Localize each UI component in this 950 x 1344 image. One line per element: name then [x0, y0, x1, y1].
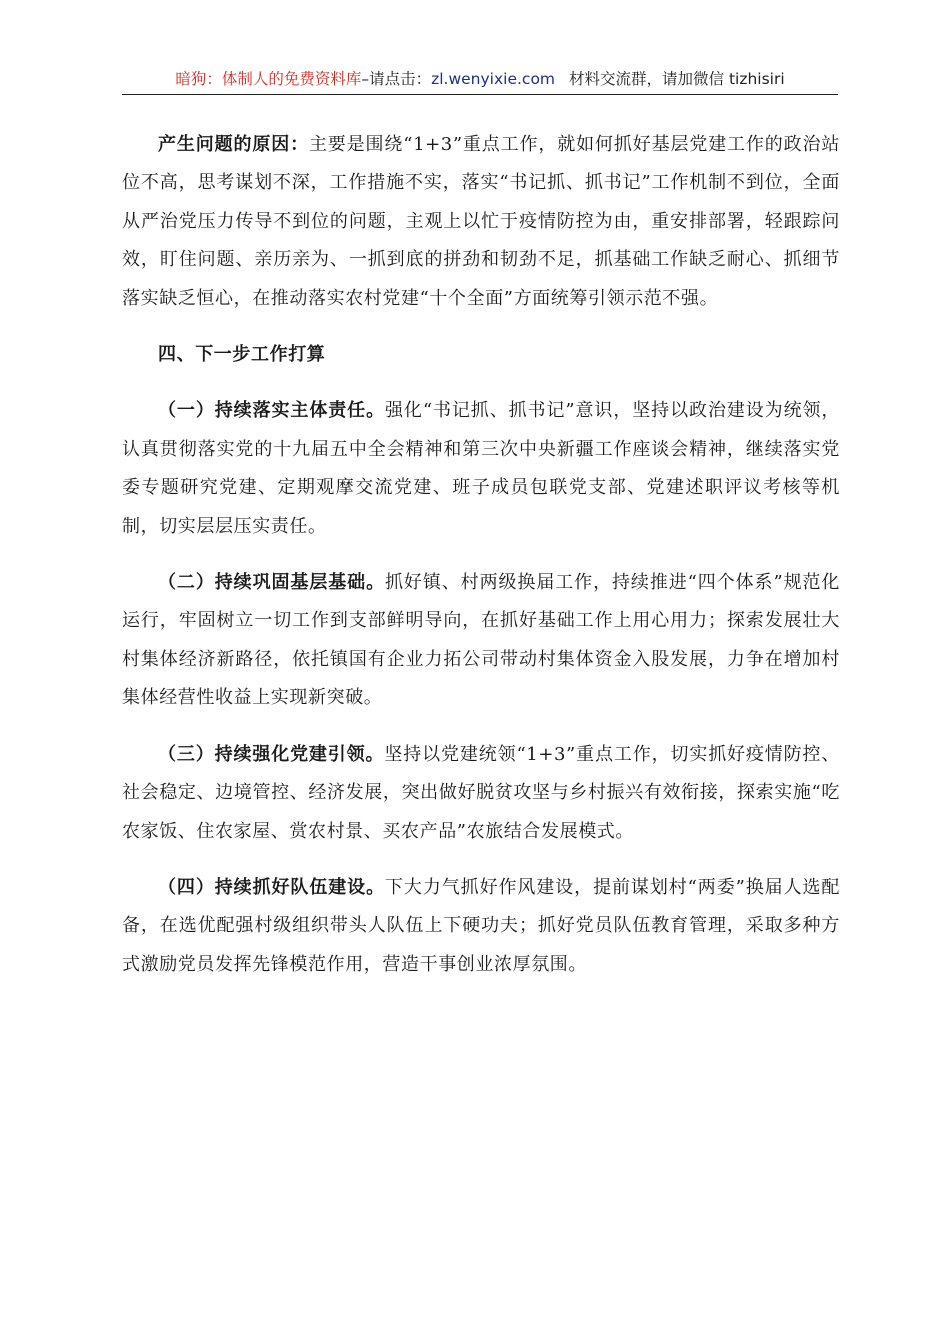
paragraph-cause: [122, 126, 840, 318]
paragraph-item-3: [122, 736, 840, 851]
page-header: [122, 68, 838, 95]
section-heading-next-steps: 四、下一步工作打算: [158, 344, 326, 366]
header-link-prefix: –请点击：: [361, 70, 432, 88]
paragraph-item-3-text: 坚持以党建统领“1+3”重点工作，切实抓好疫情防控、社会稳定、边境管控、经济发展，突出做好脱贫攻坚与乡村振兴有效衔接，探索实施“吃农家饭、住农家屋、赏农村景、买农产品”农旅结合发展模式。: [122, 743, 840, 842]
paragraph-item-4-text: 下大力气抓好作风建设，提前谋划村“两委”换届人选配备，在选优配强村级组织带头人队伍上下硬功夫；抓好党员队伍教育管理，采取多种方式激励党员发挥先锋模范作用，营造干事创业浓厚氛围。: [122, 876, 840, 975]
paragraph-item-1-text: 强化“书记抓、抓书记”意识，坚持以政治建设为统领，认真贯彻落实党的十九届五中全会精神和第三次中央新疆工作座谈会精神，继续落实党委专题研究党建、定期观摩交流党建、班子成员包联党支部、党建述职评议考核等机制，切实层层压实责任。: [122, 400, 840, 537]
paragraph-item-4-lead: （四）持续抓好队伍建设。: [158, 876, 385, 898]
header-site-title: 暗狗：体制人的免费资料库: [175, 70, 362, 88]
paragraph-item-2: [122, 564, 840, 718]
document-body: [122, 126, 840, 1002]
paragraph-item-2-lead: （二）持续巩固基层基础。: [158, 572, 385, 594]
paragraph-item-4: [122, 869, 840, 984]
header-url-link[interactable]: zl.wenyixie.com: [431, 70, 556, 88]
paragraph-cause-text: 主要是围绕“1+3”重点工作，就如何抓好基层党建工作的政治站位不高，思考谋划不深，工作措施不实，落实“书记抓、抓书记”工作机制不到位，全面从严治党压力传导不到位的问题，主观上以忙于疫情防控为由，重安排部署，轻跟踪问效，盯住问题、亲历亲为、一抓到底的拼劲和韧劲不足，抓基础工作缺乏耐心、抓细节落实缺乏恒心，在推动落实农村党建“十个全面”方面统筹引领示范不强。: [122, 134, 840, 309]
paragraph-cause-lead: 产生问题的原因：: [158, 134, 309, 155]
header-wechat-note: 材料交流群，请加微信 tizhisiri: [569, 70, 785, 88]
paragraph-item-3-lead: （三）持续强化党建引领。: [158, 743, 385, 765]
paragraph-item-2-text: 抓好镇、村两级换届工作，持续推进“四个体系”规范化运行，牢固树立一切工作到支部鲜明导向，在抓好基础工作上用心用力；探索发展壮大村集体经济新路径，依托镇国有企业力拓公司带动村集体资金入股发展，力争在增加村集体经营性收益上实现新突破。: [122, 572, 840, 709]
paragraph-item-1-lead: （一）持续落实主体责任。: [158, 400, 385, 422]
paragraph-item-1: [122, 392, 840, 546]
